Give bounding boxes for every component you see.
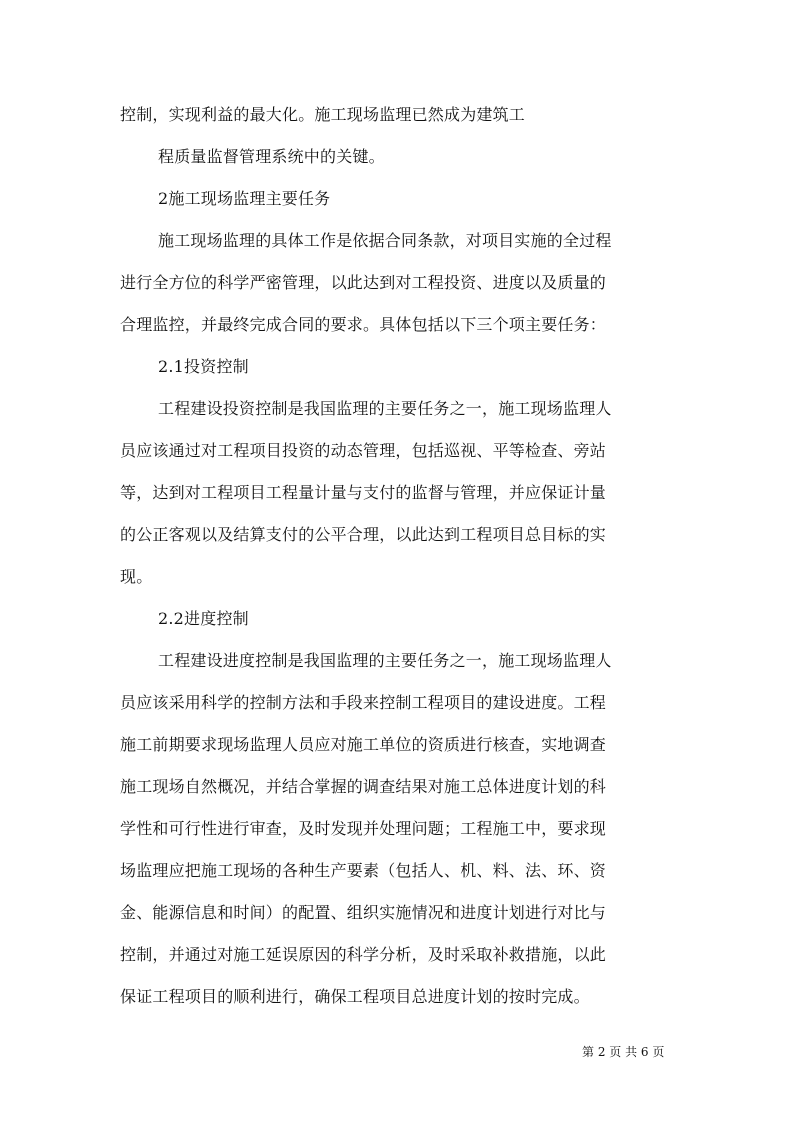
body-text-line: 员应该采用科学的控制方法和手段来控制工程项目的建设进度。工程	[120, 693, 607, 712]
body-text-line: 金、能源信息和时间）的配置、组织实施情况和进度计划进行对比与	[120, 903, 607, 922]
body-text-line: 程质量监督管理系统中的关键。	[158, 147, 385, 166]
body-text-line: 的公正客观以及结算支付的公平合理，以此达到工程项目总目标的实	[120, 525, 607, 544]
subsection-heading: 2.2进度控制	[158, 609, 249, 628]
body-text-line: 场监理应把施工现场的各种生产要素（包括人、机、料、法、环、资	[120, 861, 607, 880]
subsection-heading: 2.1投资控制	[158, 357, 249, 376]
body-text-line: 合理监控，并最终完成合同的要求。具体包括以下三个项主要任务：	[120, 315, 607, 334]
body-text-line: 控制，并通过对施工延误原因的科学分析，及时采取补救措施，以此	[120, 945, 607, 964]
page-number-footer: 第 2 页 共 6 页	[582, 1045, 665, 1059]
body-text-line: 工程建设进度控制是我国监理的主要任务之一，施工现场监理人	[158, 651, 612, 670]
body-text-line: 施工现场自然概况，并结合掌握的调查结果对施工总体进度计划的科	[120, 777, 607, 796]
body-text-line: 保证工程项目的顺利进行，确保工程项目总进度计划的按时完成。	[120, 987, 590, 1006]
body-text-line: 学性和可行性进行审查，及时发现并处理问题；工程施工中，要求现	[120, 819, 607, 838]
body-text-line: 进行全方位的科学严密管理，以此达到对工程投资、进度以及质量的	[120, 273, 607, 292]
body-text-line: 施工现场监理的具体工作是依据合同条款，对项目实施的全过程	[158, 231, 612, 250]
section-heading: 2施工现场监理主要任务	[158, 189, 331, 208]
body-text-line: 控制，实现利益的最大化。施工现场监理已然成为建筑工	[120, 105, 526, 124]
body-text-line: 施工前期要求现场监理人员应对施工单位的资质进行核查，实地调查	[120, 735, 607, 754]
body-text-line: 等，达到对工程项目工程量计量与支付的监督与管理，并应保证计量	[120, 483, 607, 502]
body-text-line: 工程建设投资控制是我国监理的主要任务之一，施工现场监理人	[158, 399, 612, 418]
body-text-line: 员应该通过对工程项目投资的动态管理，包括巡视、平等检查、旁站	[120, 441, 607, 460]
body-text-line: 现。	[120, 567, 153, 586]
